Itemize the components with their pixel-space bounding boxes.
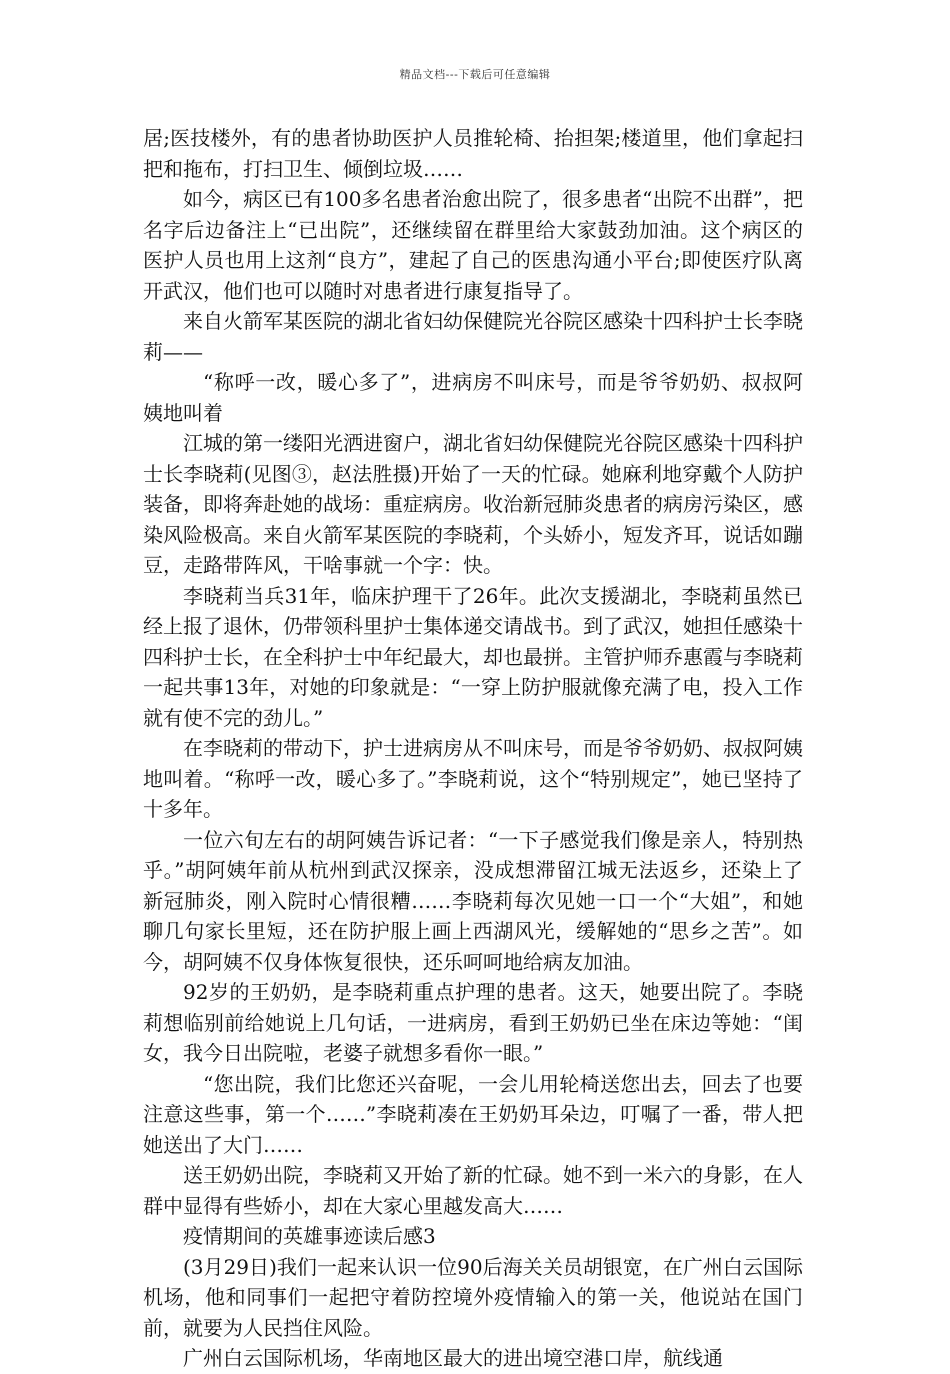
paragraph: 一位六旬左右的胡阿姨告诉记者：“一下子感觉我们像是亲人，特别热乎。”胡阿姨年前从杭州到武汉探亲，没成想滞留江城无法返乡，还染上了新冠肺炎，刚入院时心情很糟……李晓莉每次见她一口一个“大姐”，和她聊几句家长里短，还在防护服上画上西湖风光，缓解她的“思乡之苦”。如今，胡阿姨不仅身体恢复很快，还乐呵呵地给病友加油。	[143, 827, 803, 974]
paragraph: 江城的第一缕阳光洒进窗户，湖北省妇幼保健院光谷院区感染十四科护士长李晓莉(见图③，赵法胜摄)开始了一天的忙碌。她麻利地穿戴个人防护装备，即将奔赴她的战场：重症病房。收治新冠肺炎患者的病房污染区，感染风险极高。来自火箭军某医院的李晓莉，个头娇小，短发齐耳，说话如蹦豆，走路带阵风，干啥事就一个字：快。	[143, 431, 803, 577]
paragraph: 如今，病区已有100多名患者治愈出院了，很多患者“出院不出群”，把名字后边备注上“已出院”，还继续留在群里给大家鼓劲加油。这个病区的医护人员也用上这剂“良方”，建起了自己的医患沟通小平台;即使医疗队离开武汉，他们也可以随时对患者进行康复指导了。	[143, 187, 803, 303]
paragraph: 来自火箭军某医院的湖北省妇幼保健院光谷院区感染十四科护士长李晓莉——	[143, 309, 803, 364]
paragraph: 在李晓莉的带动下，护士进病房从不叫床号，而是爷爷奶奶、叔叔阿姨地叫着。“称呼一改，暖心多了。”李晓莉说，这个“特别规定”，她已坚持了十多年。	[143, 736, 803, 821]
paragraph: 李晓莉当兵31年，临床护理干了26年。此次支援湖北，李晓莉虽然已经上报了退休，仍带领科里护士集体递交请战书。到了武汉，她担任感染十四科护士长，在全科护士中年纪最大，却也最拼。主管护师乔惠霞与李晓莉一起共事13年，对她的印象就是：“一穿上防护服就像充满了电，投入工作就有使不完的劲儿。”	[143, 583, 803, 730]
paragraph: 92岁的王奶奶，是李晓莉重点护理的患者。这天，她要出院了。李晓莉想临别前给她说上几句话，一进病房，看到王奶奶已坐在床边等她：“闺女，我今日出院啦，老婆子就想多看你一眼。”	[143, 980, 803, 1065]
paragraph: “您出院，我们比您还兴奋呢，一会儿用轮椅送您出去，回去了也要注意这些事，第一个……”李晓莉凑在王奶奶耳朵边，叮嘱了一番，带人把她送出了大门……	[143, 1071, 803, 1157]
paragraph: 居;医技楼外，有的患者协助医护人员推轮椅、抬担架;楼道里，他们拿起扫把和拖布，打扫卫生、倾倒垃圾……	[143, 126, 803, 181]
section-title: 疫情期间的英雄事迹读后感3	[183, 1224, 436, 1248]
paragraph: 广州白云国际机场，华南地区最大的进出境空港口岸，航线通	[183, 1346, 723, 1370]
document-body	[143, 123, 803, 1374]
section-subtitle: “称呼一改，暖心多了”，进病房不叫床号，而是爷爷奶奶、叔叔阿姨地叫着	[143, 370, 803, 425]
paragraph: 送王奶奶出院，李晓莉又开始了新的忙碌。她不到一米六的身影，在人群中显得有些娇小，却在大家心里越发高大……	[143, 1163, 803, 1218]
page-header: 精品文档---下载后可任意编辑	[399, 68, 551, 81]
paragraph: (3月29日)我们一起来认识一位90后海关关员胡银宽，在广州白云国际机场，他和同事们一起把守着防控境外疫情输入的第一关，他说站在国门前，就要为人民挡住风险。	[143, 1254, 803, 1340]
